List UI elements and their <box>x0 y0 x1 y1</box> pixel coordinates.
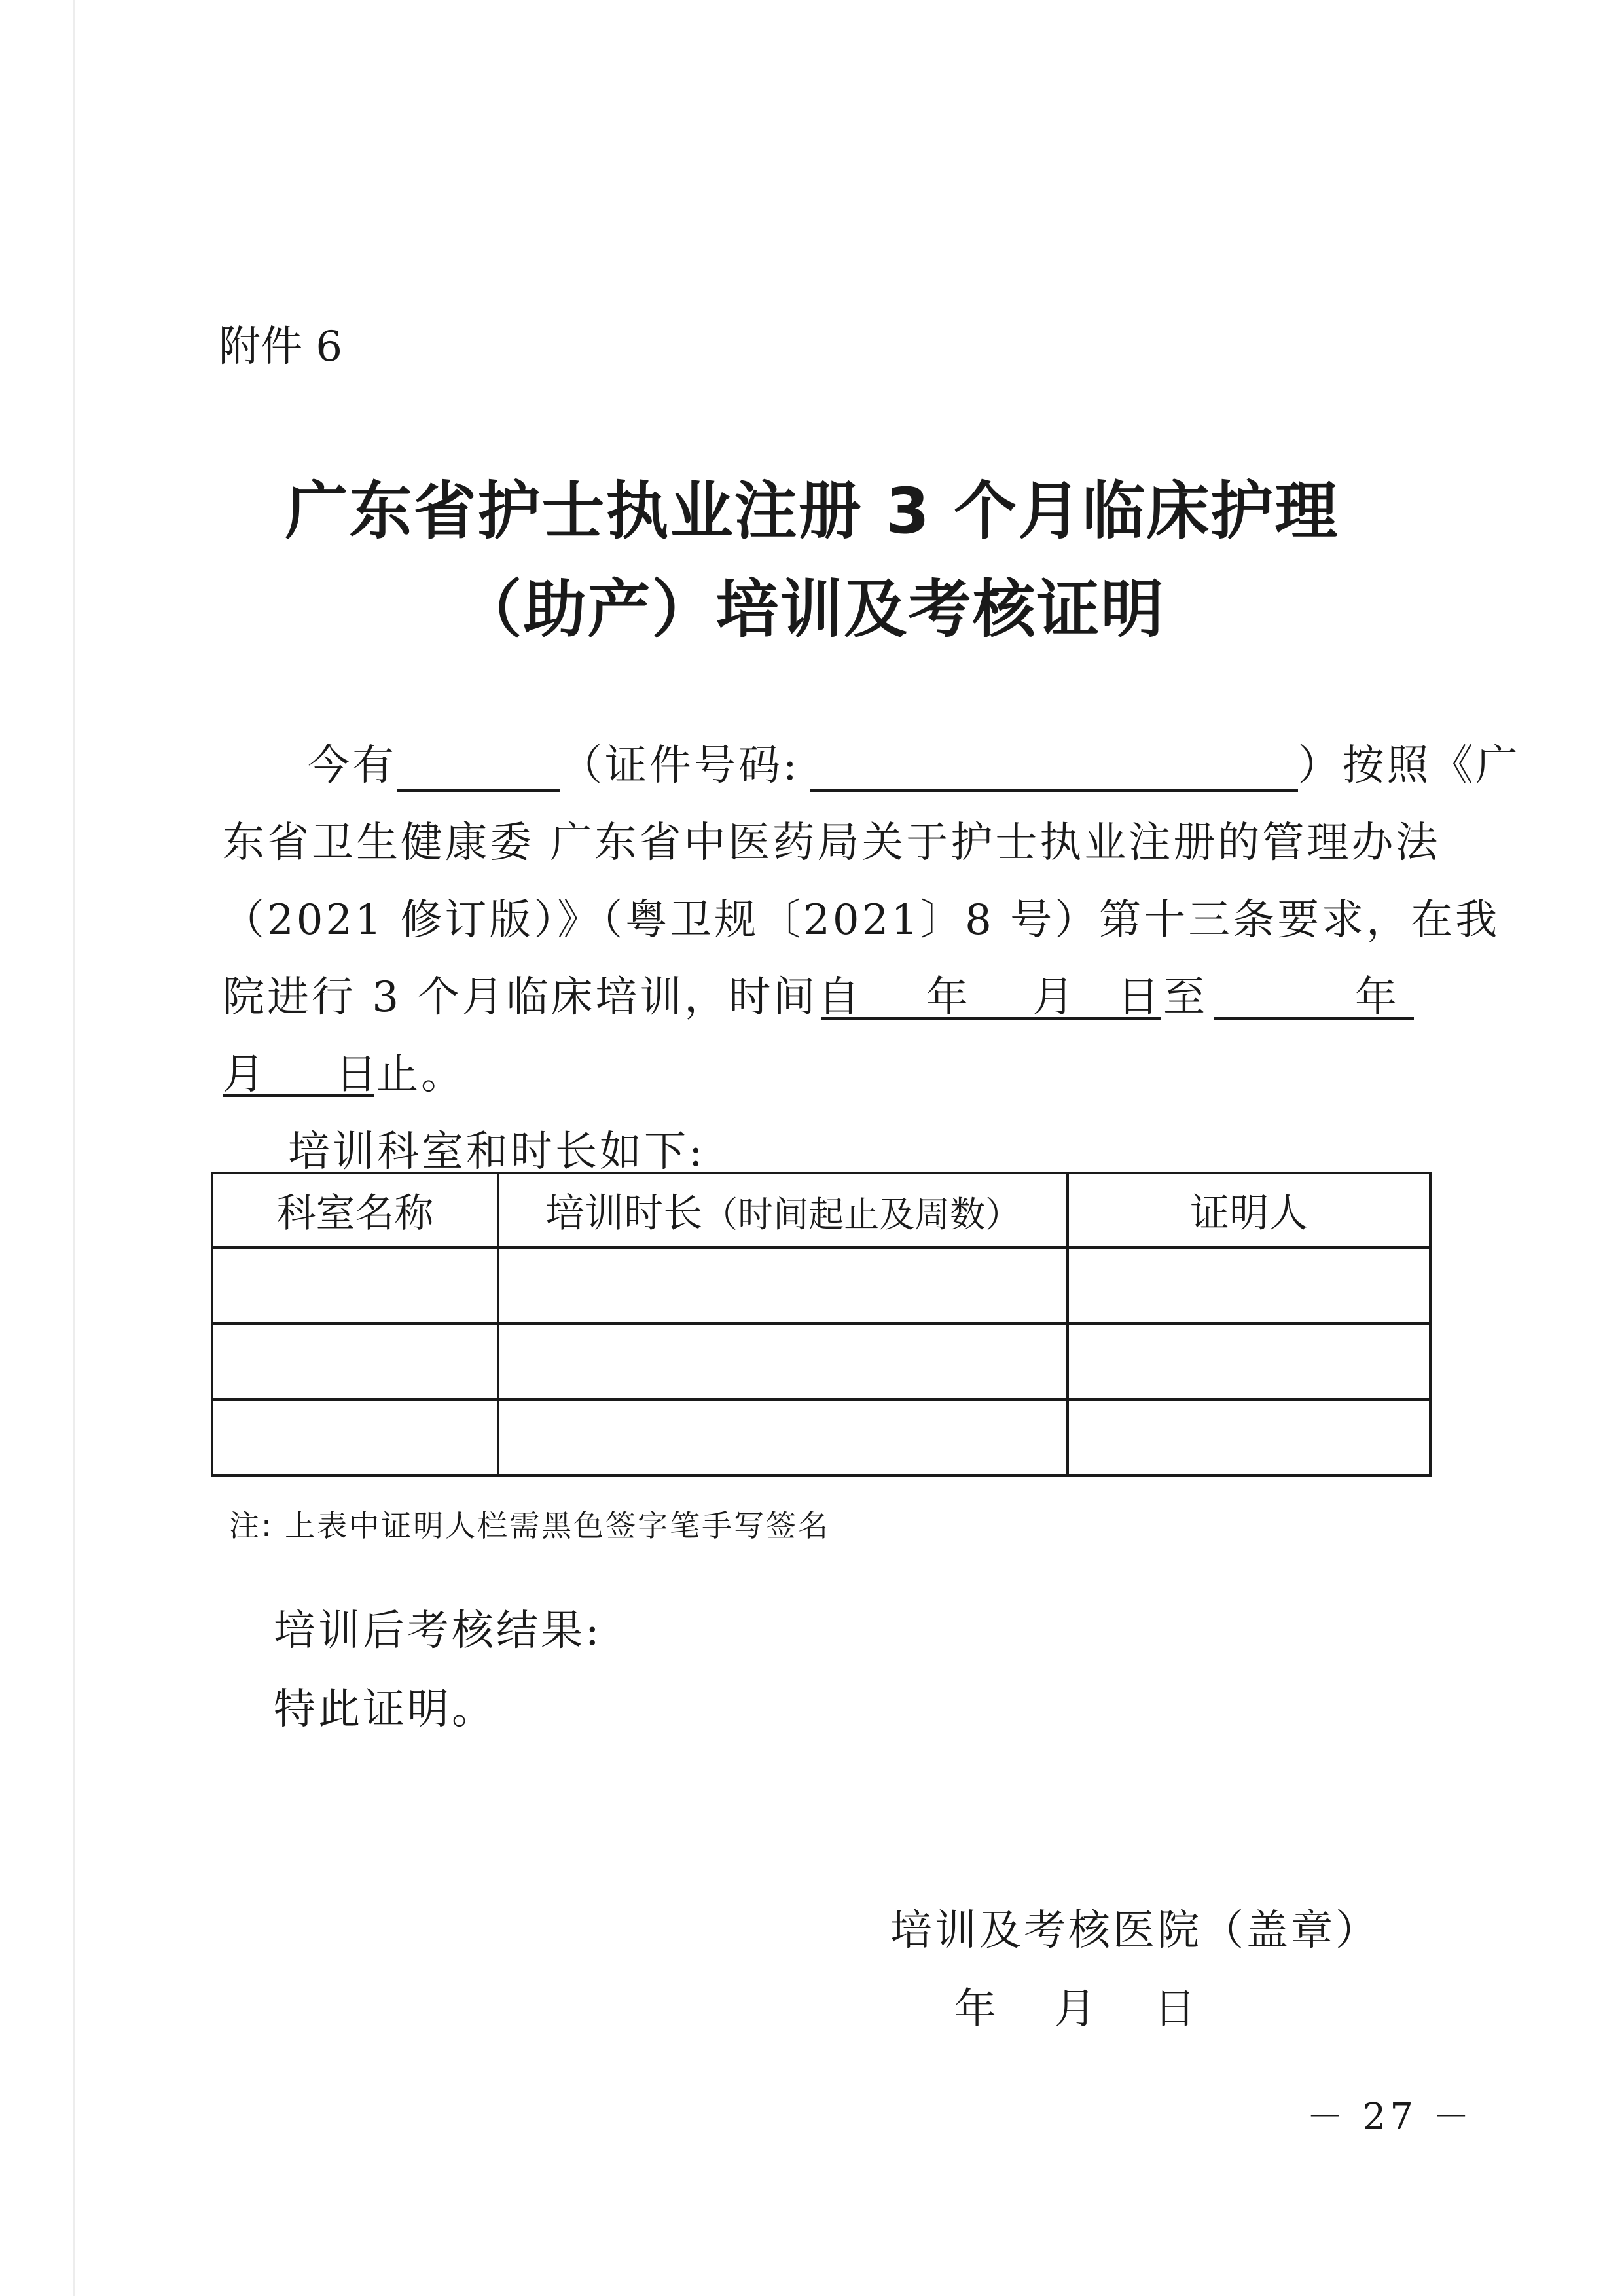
table-note: 注: 上表中证明人栏需黑色签字笔手写签名 <box>229 1508 831 1543</box>
text-end: 止。 <box>376 1050 465 1099</box>
body-line-4 <box>223 963 862 1024</box>
text-id-label: （证件号码: <box>560 742 800 790</box>
date-from-year: 年 <box>926 973 968 1022</box>
duration-cell[interactable] <box>498 1247 1068 1323</box>
dept-cell[interactable] <box>212 1247 498 1323</box>
certify-text: 特此证明。 <box>274 1685 496 1734</box>
document-title-line-2: （助产）培训及考核证明 <box>459 573 1165 646</box>
table-header-row <box>212 1173 1430 1247</box>
date-from-blank[interactable] <box>821 963 1161 1020</box>
seal-label: 培训及考核医院（盖章） <box>890 1907 1380 1955</box>
name-blank[interactable] <box>397 742 560 792</box>
witness-cell[interactable] <box>1068 1247 1430 1323</box>
header-duration-label: 培训时长 <box>545 1191 703 1236</box>
table-intro: 培训科室和时长如下: <box>288 1128 706 1176</box>
date-to-day: 日 <box>335 1050 377 1099</box>
sign-year: 年 <box>954 1985 999 2034</box>
sign-day: 日 <box>1153 1985 1199 2034</box>
header-duration <box>498 1173 1068 1247</box>
result-label: 培训后考核结果: <box>274 1607 602 1655</box>
date-from-day: 日 <box>1117 973 1159 1022</box>
page-number: － 27 － <box>1307 2096 1473 2138</box>
attachment-label: 附件 6 <box>219 323 343 371</box>
date-to-year: 年 <box>1355 973 1397 1022</box>
dept-cell[interactable] <box>212 1399 498 1475</box>
date-to-month-day-blank[interactable] <box>223 1041 377 1099</box>
text-to: 至 <box>1163 973 1208 1022</box>
text-jinyou: 今有 <box>308 742 397 790</box>
duration-cell[interactable] <box>498 1323 1068 1399</box>
table-row <box>212 1323 1430 1399</box>
body-line-3: （2021 修订版）》（粤卫规〔2021〕8 号）第十三条要求，在我 <box>223 896 1500 944</box>
duration-cell[interactable] <box>498 1399 1068 1475</box>
date-from-month: 月 <box>1032 973 1074 1022</box>
table-row <box>212 1247 1430 1323</box>
text-training-from: 院进行 3 个月临床培训，时间自 <box>223 973 863 1022</box>
witness-cell[interactable] <box>1068 1399 1430 1475</box>
text-anzhao: ）按照《广 <box>1297 742 1521 790</box>
header-witness: 证明人 <box>1068 1173 1430 1247</box>
sign-date <box>954 1975 1199 2036</box>
body-line-2: 东省卫生健康委 广东省中医药局关于护士执业注册的管理办法 <box>223 819 1441 867</box>
table-row <box>212 1399 1430 1475</box>
date-to-month: 月 <box>223 1050 264 1099</box>
witness-cell[interactable] <box>1068 1323 1430 1399</box>
scan-edge <box>73 0 75 2296</box>
training-table <box>211 1172 1432 1477</box>
dept-cell[interactable] <box>212 1323 498 1399</box>
body-line-1 <box>308 732 1521 792</box>
header-duration-note: （时间起止及周数） <box>702 1194 1021 1235</box>
sign-month: 月 <box>1054 1985 1099 2034</box>
date-to-year-blank[interactable] <box>1214 963 1414 1020</box>
document-title-line-1: 广东省护士执业注册 3 个月临床护理 <box>285 475 1339 548</box>
header-dept: 科室名称 <box>212 1173 498 1247</box>
id-number-blank[interactable] <box>810 742 1298 792</box>
